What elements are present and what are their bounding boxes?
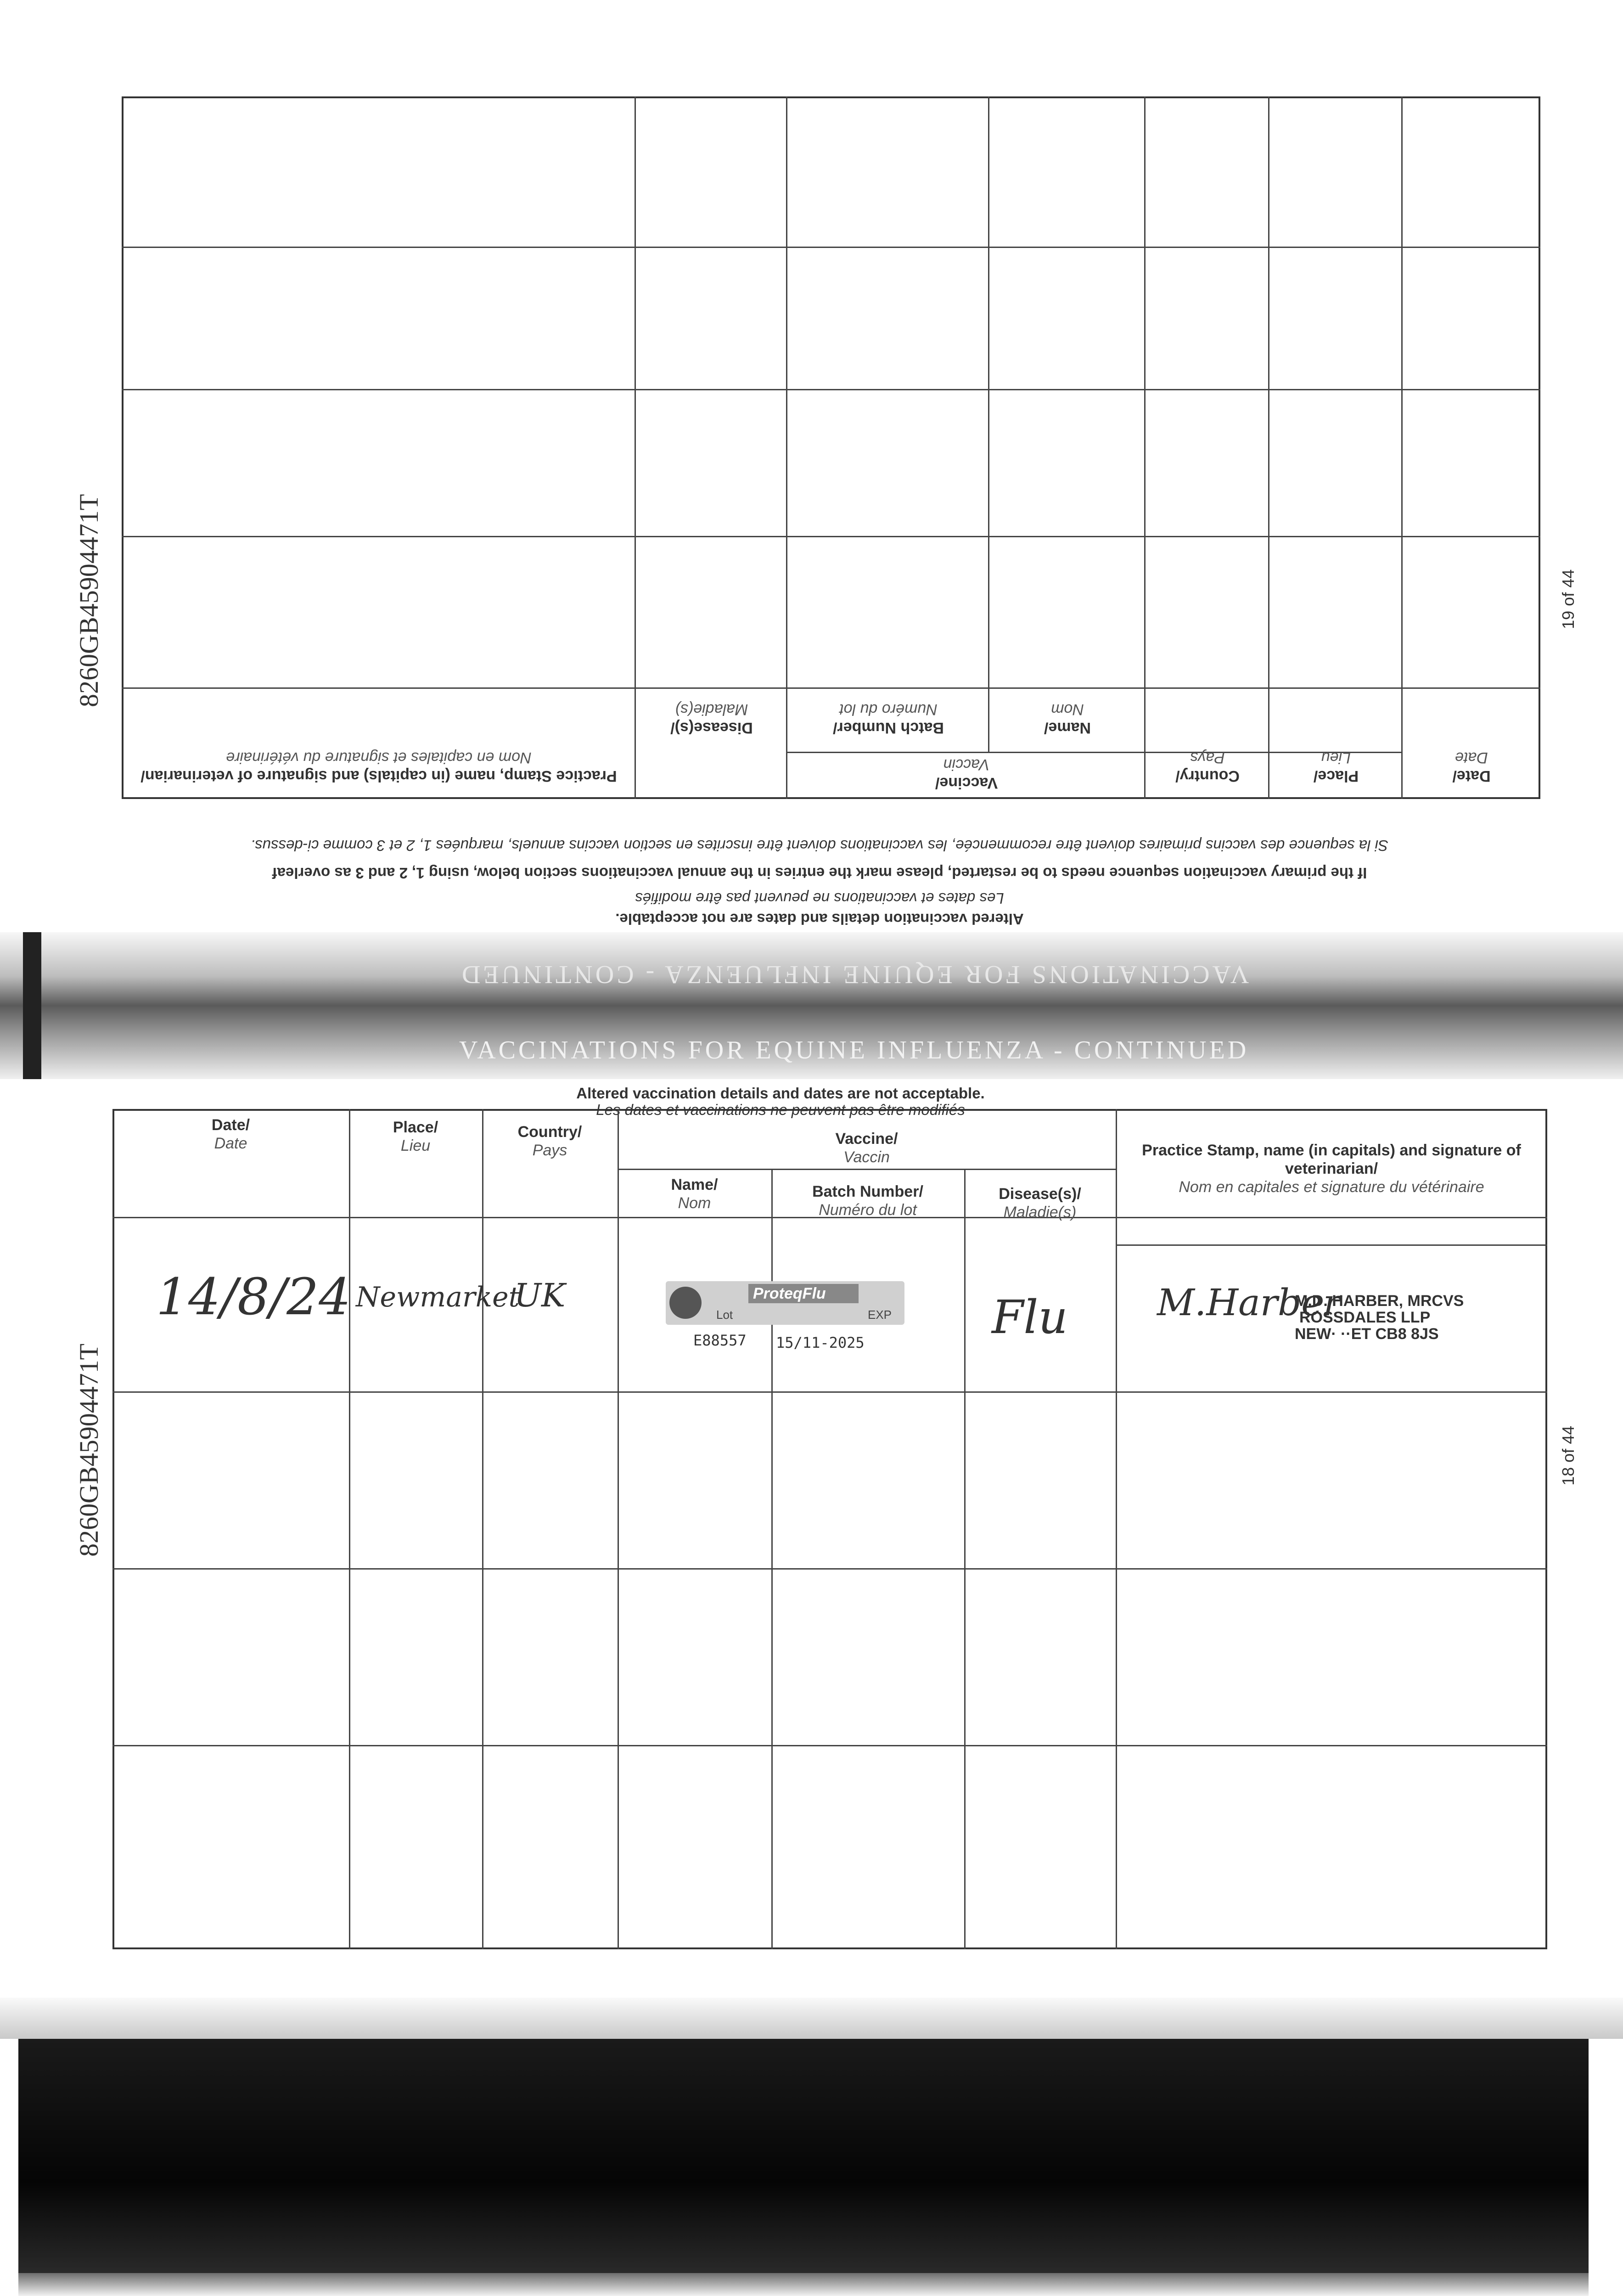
vaccine-name: ProteqFlu — [753, 1285, 826, 1302]
altered-notice-fr-bottom: Les dates et vaccinations ne peuvent pas être modifiés — [596, 1101, 965, 1118]
header-batch-bottom: Batch Number/ Numéro du lot — [812, 1183, 923, 1219]
primary-restart-note-en: If the primary vaccination sequence needs to be restarted, please mark the entries in the annual vaccinations section below, using 1, 2 and 3 as overleaf — [272, 865, 1367, 882]
batch-number: E88557 — [693, 1332, 747, 1349]
stamp-line-3: NEW· ··ET CB8 8JS — [1295, 1325, 1439, 1343]
entry-country: UK — [514, 1277, 566, 1314]
altered-notice-bottom: Altered vaccination details and dates are not acceptable. — [576, 1085, 985, 1102]
vet-signature: M.Harber — [1157, 1281, 1341, 1324]
sticker-exp-label: EXP — [868, 1308, 892, 1322]
stamp-line-1: M.D. HARBER, MRCVS — [1295, 1292, 1464, 1310]
header-place-bottom: Place/ Lieu — [393, 1119, 438, 1154]
header-disease-bottom: Disease(s)/ Maladie(s) — [999, 1185, 1081, 1221]
vaccine-sticker — [666, 1281, 904, 1325]
header-country-bottom: Country/ Pays — [517, 1123, 582, 1159]
banner-bottom: VACCINATIONS FOR EQUINE INFLUENZA - CONTINUED — [459, 1036, 1249, 1064]
document-id-top: 8260GB45904471T — [74, 494, 104, 707]
header-country: Country/ Pays — [1175, 749, 1240, 785]
scan-edge-gradient — [0, 1998, 1623, 2039]
vaccination-table-top — [122, 96, 1540, 799]
entry-place: Newmarket — [356, 1281, 520, 1313]
header-name-bottom: Name/ Nom — [671, 1176, 718, 1212]
entry-date: 14/8/24 — [156, 1267, 351, 1326]
expiry-date: 15/11-2025 — [776, 1334, 865, 1351]
header-disease: Disease(s)/ Maladie(s) — [670, 701, 753, 737]
banner-top-rotated: VACCINATIONS FOR EQUINE INFLUENZA - CONTINUED — [459, 960, 1249, 989]
primary-restart-note-fr: Si la sequence des vaccins primaires doivent être recommencée, les vaccinations doivent être inscrites en section vaccins annuels, marquées 1, 2 et 3 comme ci-dessus. — [250, 837, 1389, 854]
header-batch: Batch Number/ Numéro du lot — [833, 701, 944, 737]
vaccination-table-bottom — [112, 1109, 1547, 1949]
stamp-line-2: ROSSDALES LLP — [1299, 1309, 1431, 1326]
scanner-dark-strip-fade — [18, 2273, 1589, 2296]
header-name: Name/ Nom — [1044, 701, 1091, 737]
entry-disease: Flu — [992, 1290, 1068, 1344]
sticker-lot-label: Lot — [716, 1308, 733, 1322]
header-date: Date/ Date — [1452, 749, 1491, 785]
header-vaccine-bottom: Vaccine/ Vaccin — [835, 1130, 898, 1166]
altered-notice-top: Altered vaccination details and dates are not acceptable. — [615, 911, 1024, 928]
page-number-18: 18 of 44 — [1559, 1425, 1578, 1486]
header-stamp: Practice Stamp, name (in capitals) and signature of veterinarian/ Nom en capitales et signature du vétérinaire — [140, 749, 617, 785]
header-place: Place/ Lieu — [1313, 749, 1359, 785]
scanner-dark-strip — [18, 2039, 1589, 2278]
header-date-bottom: Date/ Date — [211, 1116, 250, 1152]
page-number-19: 19 of 44 — [1559, 569, 1578, 629]
header-stamp-bottom: Practice Stamp, name (in capitals) and signature of veterinarian/ Nom en capitales et signature du vétérinaire — [1142, 1142, 1521, 1196]
header-vaccine: Vaccine/ Vaccin — [935, 756, 998, 792]
document-id-bottom: 8260GB45904471T — [74, 1344, 104, 1557]
practice-stamp — [1295, 1293, 1464, 1342]
sticker-logo-icon — [669, 1287, 702, 1319]
fold-shadow-left — [23, 932, 41, 1079]
altered-notice-fr-top: Les dates et vaccinations ne peuvent pas être modifiés — [635, 890, 1004, 907]
